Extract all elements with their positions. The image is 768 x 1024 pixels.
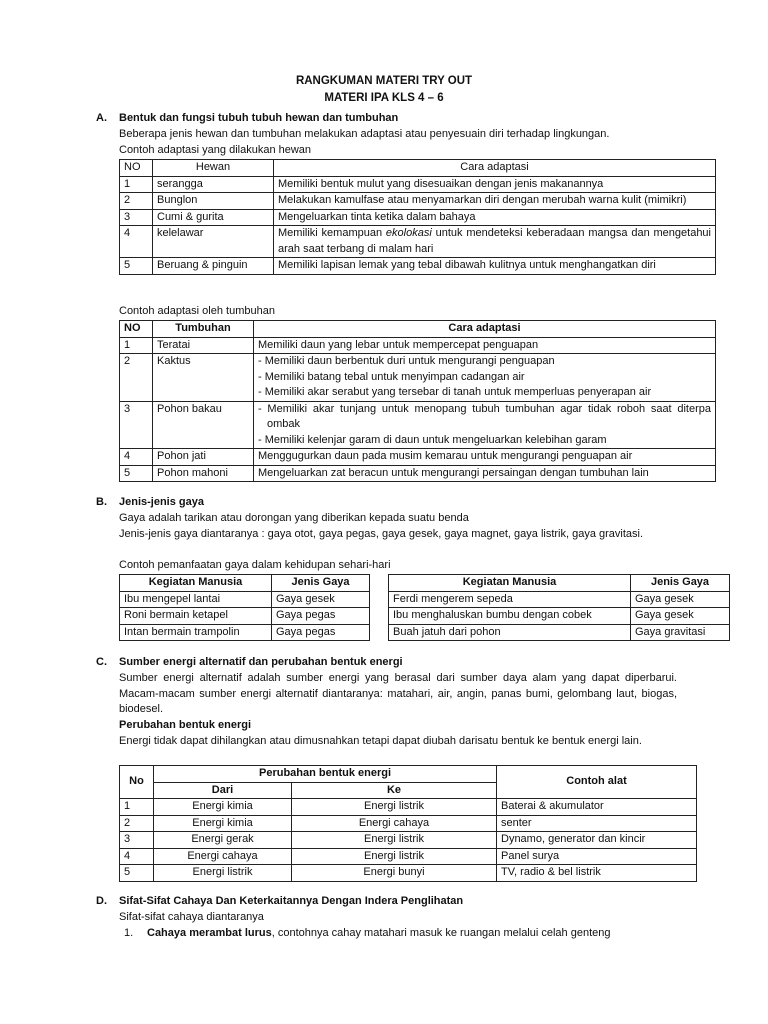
table-header-row bbox=[120, 575, 370, 592]
table-row bbox=[120, 176, 716, 193]
header-cell: Ke bbox=[292, 782, 497, 799]
table-row bbox=[120, 591, 370, 608]
row-number: 2 bbox=[120, 815, 154, 832]
section-a-intro: Beberapa jenis hewan dan tumbuhan melakukan adaptasi atau penyesuain diri terhadap lingkungan. bbox=[119, 128, 610, 140]
adaptation-text: Memiliki lapisan lemak yang tebal dibawah kulitnya untuk menghangatkan diri bbox=[274, 258, 716, 275]
table-header-row bbox=[120, 321, 716, 338]
list-number: 1. bbox=[124, 927, 134, 939]
table-row bbox=[120, 209, 716, 226]
row-number: 5 bbox=[120, 258, 153, 275]
plant-name: Pohon mahoni bbox=[153, 465, 254, 482]
force-cell: Gaya gesek bbox=[631, 608, 730, 625]
section-a-heading: Bentuk dan fungsi tubuh tubuh hewan dan tumbuhan bbox=[119, 112, 399, 124]
table-row bbox=[120, 624, 370, 641]
header-cell: Cara adaptasi bbox=[274, 160, 716, 177]
header-cell: Dari bbox=[154, 782, 292, 799]
plant-name: Pohon bakau bbox=[153, 401, 254, 449]
section-b-letter: B. bbox=[96, 496, 107, 508]
section-b-definition: Gaya adalah tarikan atau dorongan yang diberikan kepada suatu benda bbox=[119, 512, 469, 524]
header-cell: Perubahan bentuk energi bbox=[154, 766, 497, 783]
energy-conversion-table bbox=[119, 765, 697, 882]
section-a-letter: A. bbox=[96, 112, 107, 124]
table-row bbox=[389, 591, 730, 608]
header-cell: Tumbuhan bbox=[153, 321, 254, 338]
header-cell: Kegiatan Manusia bbox=[389, 575, 631, 592]
header-cell: Contoh alat bbox=[497, 766, 697, 799]
header-cell: Hewan bbox=[153, 160, 274, 177]
table-row bbox=[120, 608, 370, 625]
row-number: 3 bbox=[120, 401, 153, 449]
row-number: 5 bbox=[120, 865, 154, 882]
section-c-heading: Sumber energi alternatif dan perubahan bentuk energi bbox=[119, 656, 403, 668]
row-number: 2 bbox=[120, 354, 153, 402]
table-row bbox=[120, 354, 716, 402]
header-cell: Kegiatan Manusia bbox=[120, 575, 272, 592]
row-number: 3 bbox=[120, 209, 153, 226]
adaptation-text: Memiliki bentuk mulut yang disesuaikan dengan jenis makanannya bbox=[274, 176, 716, 193]
activity-cell: Buah jatuh dari pohon bbox=[389, 624, 631, 641]
table-row bbox=[120, 193, 716, 210]
adaptation-text: Mengeluarkan zat beracun untuk mengurangi persaingan dengan tumbuhan lain bbox=[254, 465, 716, 482]
energy-from: Energi cahaya bbox=[154, 848, 292, 865]
animal-name: kelelawar bbox=[153, 226, 274, 258]
plant-name: Kaktus bbox=[153, 354, 254, 402]
activity-cell: Intan bermain trampolin bbox=[120, 624, 272, 641]
table-row bbox=[120, 848, 697, 865]
force-cell: Gaya pegas bbox=[272, 624, 370, 641]
table-row bbox=[120, 258, 716, 275]
energy-to: Energi listrik bbox=[292, 799, 497, 816]
plant-adaptation-table bbox=[119, 320, 716, 482]
animal-name: Beruang & pinguin bbox=[153, 258, 274, 275]
adaptation-text: Memiliki daun yang lebar untuk mempercepat penguapan bbox=[254, 337, 716, 354]
animal-name: Cumi & gurita bbox=[153, 209, 274, 226]
energy-to: Energi bunyi bbox=[292, 865, 497, 882]
energy-from: Energi kimia bbox=[154, 815, 292, 832]
table-row bbox=[120, 865, 697, 882]
section-c-paragraph: Sumber energi alternatif adalah sumber energi yang berasal dari sumber daya alam yang dapat diperbarui. Macam-macam sumber energi alternatif diantaranya: matahari, air, angin, panas bumi, gelombang laut, biogas, biodesel. bbox=[119, 672, 677, 715]
adaptation-text: Melakukan kamulfase atau menyamarkan diri dengan merubah warna kulit (mimikri) bbox=[274, 193, 716, 210]
adaptation-text bbox=[274, 226, 716, 258]
light-property-item bbox=[147, 926, 610, 941]
energy-to: Energi cahaya bbox=[292, 815, 497, 832]
section-d-letter: D. bbox=[96, 895, 107, 907]
adaptation-list bbox=[254, 401, 716, 449]
animal-name: serangga bbox=[153, 176, 274, 193]
animal-name: Bunglon bbox=[153, 193, 274, 210]
energy-to: Energi listrik bbox=[292, 848, 497, 865]
adaptation-text: Menggugurkan daun pada musim kemarau untuk mengurangi penguapan air bbox=[254, 449, 716, 466]
energy-from: Energi listrik bbox=[154, 865, 292, 882]
force-cell: Gaya gesek bbox=[631, 591, 730, 608]
adaptation-item: - Memiliki kelenjar garam di daun untuk mengeluarkan kelebihan garam bbox=[258, 433, 607, 446]
row-number: 2 bbox=[120, 193, 153, 210]
energy-from: Energi gerak bbox=[154, 832, 292, 849]
light-property-name: Cahaya merambat lurus bbox=[147, 927, 272, 939]
plant-name: Teratai bbox=[153, 337, 254, 354]
row-number: 5 bbox=[120, 465, 153, 482]
adaptation-term: ekolokasi bbox=[385, 227, 432, 239]
row-number: 1 bbox=[120, 337, 153, 354]
table-row bbox=[120, 465, 716, 482]
adaptation-list bbox=[254, 354, 716, 402]
document-subtitle: MATERI IPA KLS 4 – 6 bbox=[324, 92, 444, 104]
row-number: 4 bbox=[120, 226, 153, 258]
energy-to: Energi listrik bbox=[292, 832, 497, 849]
row-number: 3 bbox=[120, 832, 154, 849]
adaptation-item: - Memiliki daun berbentuk duri untuk mengurangi penguapan bbox=[258, 355, 555, 367]
section-c-energy-paragraph: Energi tidak dapat dihilangkan atau dimusnahkan tetapi dapat diubah darisatu bentuk ke bentuk energi lain. bbox=[119, 735, 642, 747]
document-title: RANGKUMAN MATERI TRY OUT bbox=[295, 75, 473, 87]
example-tool: Baterai & akumulator bbox=[497, 799, 697, 816]
adaptation-item: - Memiliki akar serabut yang tersebar di tanah untuk memperluas penyerapan air bbox=[258, 386, 652, 398]
plant-name: Pohon jati bbox=[153, 449, 254, 466]
section-d-intro: Sifat-sifat cahaya diantaranya bbox=[119, 911, 264, 923]
table-row bbox=[120, 401, 716, 449]
force-table-right bbox=[388, 574, 730, 641]
force-cell: Gaya pegas bbox=[272, 608, 370, 625]
section-c-subheading: Perubahan bentuk energi bbox=[119, 719, 252, 731]
force-table-caption: Contoh pemanfaatan gaya dalam kehidupan sehari-hari bbox=[119, 559, 391, 571]
light-property-example: , contohnya cahay matahari masuk ke ruangan melalui celah genteng bbox=[271, 927, 611, 939]
row-number: 4 bbox=[120, 449, 153, 466]
adaptation-item: - Memiliki batang tebal untuk menyimpan cadangan air bbox=[258, 370, 525, 383]
header-cell: Cara adaptasi bbox=[254, 321, 716, 338]
energy-from: Energi kimia bbox=[154, 799, 292, 816]
table-row bbox=[120, 799, 697, 816]
table-header-row bbox=[120, 766, 697, 783]
force-cell: Gaya gravitasi bbox=[631, 624, 730, 641]
activity-cell: Ferdi mengerem sepeda bbox=[389, 591, 631, 608]
section-c-letter: C. bbox=[96, 656, 107, 668]
example-tool: Panel surya bbox=[497, 848, 697, 865]
activity-cell: Ibu menghaluskan bumbu dengan cobek bbox=[389, 608, 631, 625]
row-number: 1 bbox=[120, 799, 154, 816]
example-tool: senter bbox=[497, 815, 697, 832]
table-row bbox=[389, 608, 730, 625]
plant-table-caption: Contoh adaptasi oleh tumbuhan bbox=[119, 305, 275, 317]
table-row bbox=[120, 337, 716, 354]
section-b-heading: Jenis-jenis gaya bbox=[119, 496, 204, 508]
header-cell: Jenis Gaya bbox=[272, 575, 370, 592]
header-cell: Jenis Gaya bbox=[631, 575, 730, 592]
table-row bbox=[120, 226, 716, 258]
activity-cell: Ibu mengepel lantai bbox=[120, 591, 272, 608]
section-d-heading: Sifat-Sifat Cahaya Dan Keterkaitannya Dengan Indera Penglihatan bbox=[119, 895, 464, 907]
header-cell: NO bbox=[120, 321, 153, 338]
adaptation-text-part: Memiliki kemampuan bbox=[278, 227, 386, 239]
force-table-left bbox=[119, 574, 370, 641]
table-header-row bbox=[389, 575, 730, 592]
section-b-force-types: Jenis-jenis gaya diantaranya : gaya otot, gaya pegas, gaya gesek, gaya magnet, gaya listrik, gaya gravitasi. bbox=[119, 528, 644, 540]
row-number: 1 bbox=[120, 176, 153, 193]
example-tool: Dynamo, generator dan kincir bbox=[497, 832, 697, 849]
adaptation-text: Mengeluarkan tinta ketika dalam bahaya bbox=[274, 209, 716, 226]
animal-table-caption: Contoh adaptasi yang dilakukan hewan bbox=[119, 144, 312, 156]
row-number: 4 bbox=[120, 848, 154, 865]
table-row bbox=[120, 832, 697, 849]
force-cell: Gaya gesek bbox=[272, 591, 370, 608]
adaptation-item: - Memiliki akar tunjang untuk menopang tubuh tumbuhan agar tidak roboh saat diterpa ombak bbox=[258, 402, 711, 430]
adaptation-text-part: untuk mendeteksi keberadaan mangsa dan mengetahui arah saat terbang di malam hari bbox=[278, 227, 711, 255]
example-tool: TV, radio & bel listrik bbox=[497, 865, 697, 882]
header-cell: NO bbox=[120, 160, 153, 177]
table-row bbox=[120, 449, 716, 466]
table-row bbox=[389, 624, 730, 641]
animal-adaptation-table bbox=[119, 159, 716, 275]
activity-cell: Roni bermain ketapel bbox=[120, 608, 272, 625]
table-row bbox=[120, 815, 697, 832]
table-header-row bbox=[120, 160, 716, 177]
header-cell: No bbox=[120, 766, 154, 799]
